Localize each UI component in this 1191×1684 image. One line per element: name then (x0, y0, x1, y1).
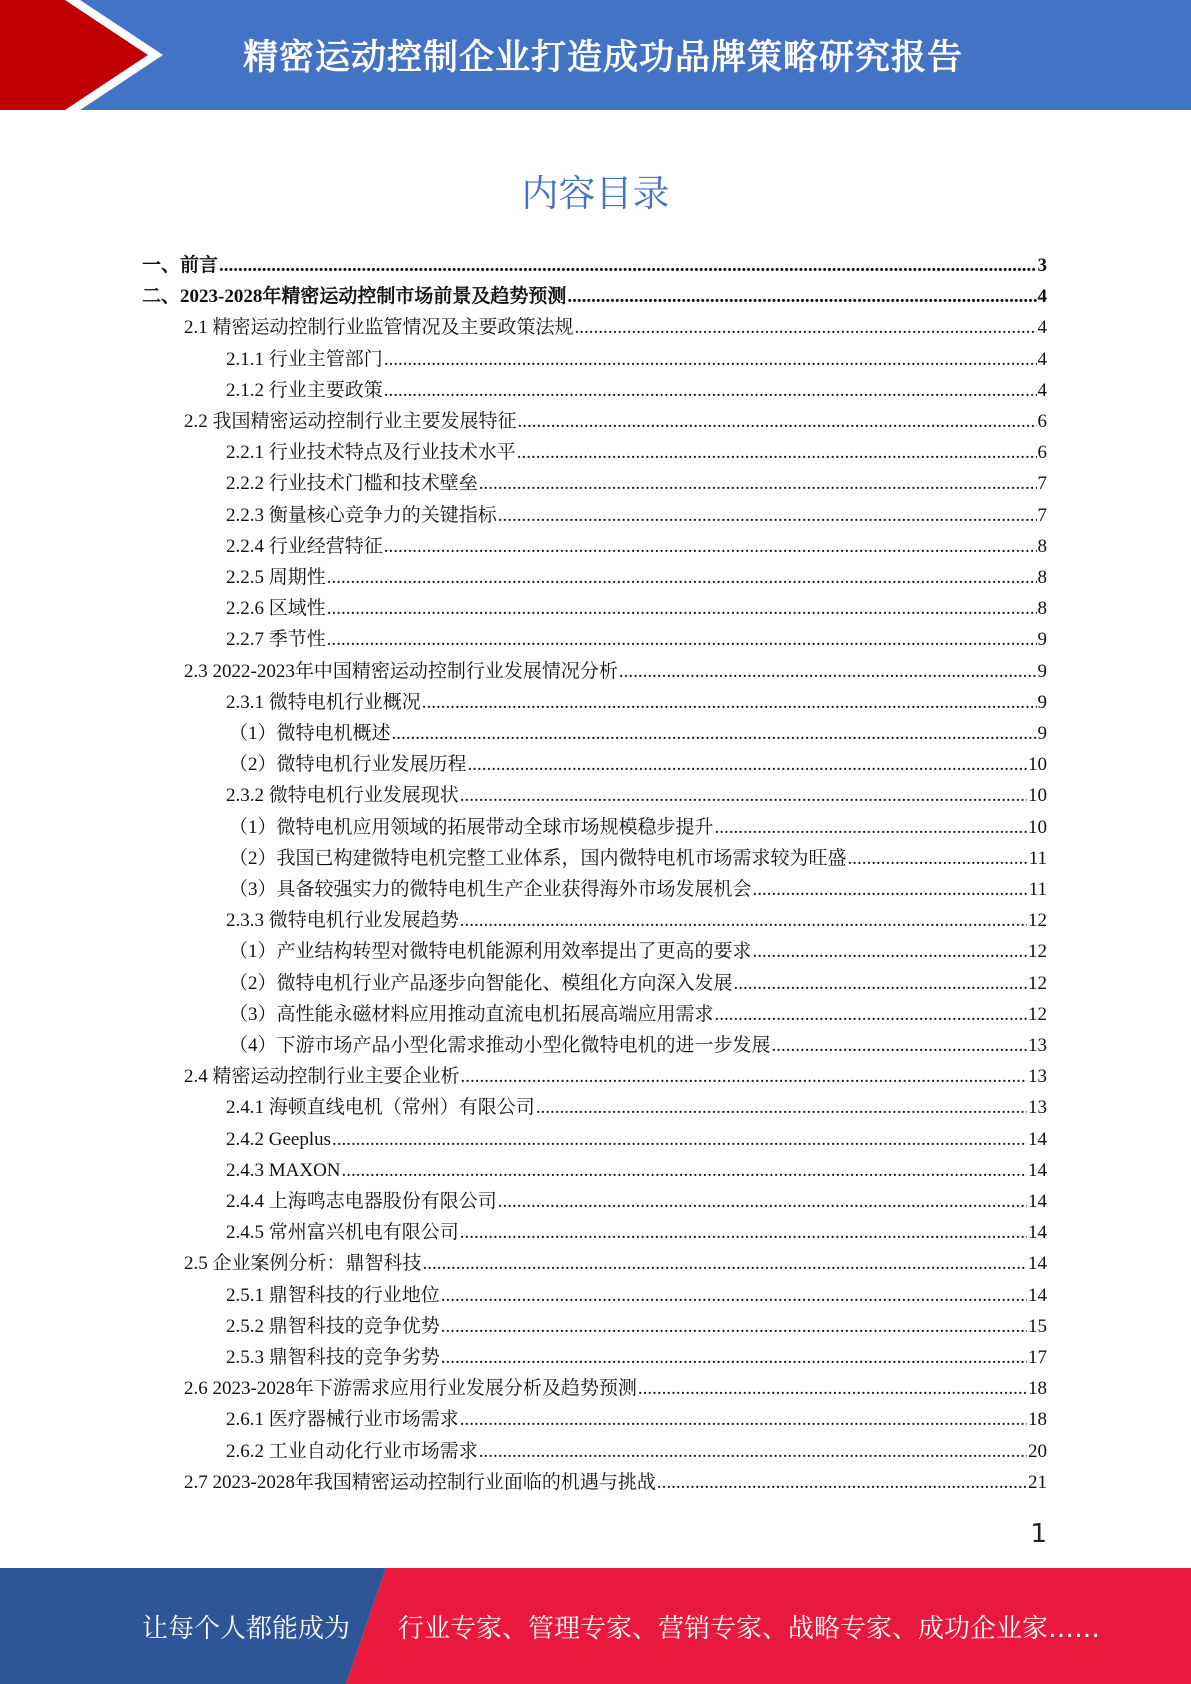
toc-entry-label: 2.2.4 行业经营特征 (226, 535, 383, 557)
toc-entry[interactable] (229, 1032, 1047, 1060)
toc-leader-dots (327, 595, 1037, 623)
toc-leader-dots (460, 1406, 1027, 1434)
toc-entry-label: 2.3 2022-2023年中国精密运动控制行业发展情况分析 (184, 660, 618, 682)
toc-entry-page: 14 (1028, 1191, 1047, 1212)
toc-leader-dots (567, 283, 1036, 311)
toc-entry-page: 9 (1037, 629, 1047, 651)
toc-entry-label: 2.5.2 鼎智科技的竞争优势 (226, 1315, 440, 1337)
toc-entry-label: （3）高性能永磁材料应用推动直流电机拓展高端应用需求 (229, 1003, 714, 1025)
toc-entry-page: 11 (1028, 847, 1047, 869)
report-title: 精密运动控制企业打造成功品牌策略研究报告 (242, 38, 963, 78)
toc-entry[interactable] (184, 314, 1047, 342)
toc-leader-dots (461, 1063, 1027, 1091)
toc-entry-page: 8 (1037, 598, 1047, 620)
toc-entry-label: （1）微特电机应用领域的拓展带动全球市场规模稳步提升 (229, 816, 714, 838)
toc-leader-dots (657, 1469, 1027, 1497)
toc-entry[interactable] (226, 346, 1047, 374)
toc-leader-dots (342, 1157, 1027, 1185)
toc-entry-page: 12 (1028, 941, 1047, 963)
toc-entry-label: （2）微特电机行业产品逐步向智能化、模组化方向深入发展 (229, 972, 733, 994)
toc-leader-dots (384, 377, 1037, 405)
toc-entry[interactable] (142, 283, 1047, 311)
toc-entry-label: 2.2.6 区域性 (226, 598, 326, 620)
toc-entry-label: 2.4.2 Geeplus (226, 1128, 332, 1150)
toc-entry[interactable] (226, 1094, 1047, 1122)
toc-entry[interactable] (184, 1250, 1047, 1278)
toc-entry[interactable] (226, 439, 1047, 467)
toc-entry-page: 9 (1037, 660, 1047, 682)
toc-leader-dots (848, 845, 1028, 873)
toc-entry-page: 7 (1037, 473, 1047, 495)
toc-entry-page: 8 (1037, 535, 1047, 557)
toc-leader-dots (441, 1344, 1027, 1372)
toc-entry-page: 13 (1028, 1097, 1047, 1119)
toc-heading: 内容目录 (521, 172, 670, 215)
toc-leader-dots (460, 1219, 1027, 1247)
toc-leader-dots (517, 439, 1037, 467)
toc-entry[interactable] (226, 1282, 1047, 1310)
toc-entry-label: 2.3.3 微特电机行业发展趋势 (226, 910, 459, 932)
toc-entry[interactable] (142, 252, 1047, 280)
toc-entry[interactable] (226, 1219, 1047, 1247)
toc-entry[interactable] (226, 564, 1047, 592)
toc-leader-dots (518, 408, 1037, 436)
toc-entry[interactable] (226, 1188, 1047, 1216)
toc-entry[interactable] (184, 1063, 1047, 1091)
toc-entry-page: 18 (1028, 1409, 1047, 1431)
toc-leader-dots (498, 1188, 1027, 1216)
toc-entry-label: （4）下游市场产品小型化需求推动小型化微特电机的进一步发展 (229, 1035, 771, 1056)
toc-entry[interactable] (226, 470, 1047, 498)
toc-entry[interactable] (226, 1438, 1047, 1466)
toc-entry-page: 4 (1037, 317, 1047, 339)
toc-entry[interactable] (226, 1313, 1047, 1341)
toc-entry-label: （1）微特电机概述 (229, 723, 391, 744)
page-number: 1 (1030, 1519, 1047, 1549)
toc-leader-dots (441, 1313, 1027, 1341)
toc-entry-page: 14 (1028, 1128, 1047, 1150)
header-banner (0, 0, 1191, 110)
toc-entry-page: 14 (1028, 1253, 1047, 1275)
toc-entry[interactable] (226, 1126, 1047, 1154)
toc-entry[interactable] (226, 533, 1047, 561)
toc-entry[interactable] (229, 1001, 1047, 1029)
toc-leader-dots (753, 938, 1027, 966)
toc-entry-page: 17 (1028, 1347, 1047, 1368)
toc-entry-page: 13 (1028, 1035, 1047, 1056)
toc-leader-dots (715, 1001, 1027, 1029)
toc-entry-label: 2.7 2023-2028年我国精密运动控制行业面临的机遇与挑战 (184, 1471, 656, 1493)
footer-banner (0, 1568, 1191, 1684)
toc-entry[interactable] (226, 1344, 1047, 1372)
toc-leader-dots (753, 876, 1028, 904)
toc-entry-label: 2.2.3 衡量核心竞争力的关键指标 (226, 504, 497, 526)
toc-leader-dots (327, 626, 1037, 654)
toc-entry-page: 14 (1028, 1284, 1047, 1306)
toc-entry-page: 10 (1028, 785, 1047, 807)
toc-entry-page: 3 (1037, 255, 1047, 276)
footer-slogan-left: 让每个人都能成为 (142, 1613, 351, 1644)
toc-entry-label: 2.6 2023-2028年下游需求应用行业发展分析及趋势预测 (184, 1378, 637, 1400)
toc-entry-label: 二、2023-2028年精密运动控制市场前景及趋势预测 (142, 286, 567, 308)
toc-entry[interactable] (229, 720, 1047, 748)
toc-entry[interactable] (229, 876, 1047, 904)
toc-entry-label: 2.4.1 海顿直线电机（常州）有限公司 (226, 1097, 535, 1119)
toc-entry-page: 4 (1037, 348, 1047, 370)
toc-entry-label: 2.2.2 行业技术门槛和技术壁垒 (226, 473, 478, 495)
toc-entry-label: 2.4.3 MAXON (226, 1159, 341, 1181)
toc-entry-label: 2.2 我国精密运动控制行业主要发展特征 (184, 411, 517, 432)
toc-entry-page: 8 (1037, 567, 1047, 588)
toc-entry[interactable] (226, 1406, 1047, 1434)
toc-entry[interactable] (229, 814, 1047, 842)
toc-entry[interactable] (184, 658, 1047, 686)
toc-leader-dots (536, 1094, 1027, 1122)
toc-entry[interactable] (226, 595, 1047, 623)
toc-entry-label: 2.5.3 鼎智科技的竞争劣势 (226, 1347, 440, 1368)
toc-entry-label: 2.6.2 工业自动化行业市场需求 (226, 1440, 478, 1462)
toc-entry-page: 12 (1028, 1003, 1047, 1025)
toc-leader-dots (327, 564, 1037, 592)
toc-entry-page: 11 (1028, 879, 1047, 900)
toc-entry-page: 15 (1028, 1315, 1047, 1337)
toc-entry-label: 2.2.5 周期性 (226, 567, 326, 588)
toc-entry-label: 2.4 精密运动控制行业主要企业析 (184, 1066, 460, 1088)
toc-leader-dots (219, 252, 1036, 280)
toc-leader-dots (392, 720, 1037, 748)
toc-entry-page: 20 (1028, 1440, 1047, 1462)
toc-entry-label: 2.1.2 行业主要政策 (226, 379, 383, 401)
toc-entry-label: 2.1.1 行业主管部门 (226, 348, 383, 370)
toc-entry-page: 7 (1037, 504, 1047, 526)
toc-entry-label: 2.1 精密运动控制行业监管情况及主要政策法规 (184, 317, 574, 339)
toc-entry-page: 12 (1028, 910, 1047, 932)
toc-entry-page: 21 (1028, 1471, 1047, 1493)
toc-entry[interactable] (226, 377, 1047, 405)
toc-entry-page: 4 (1037, 286, 1047, 308)
toc-leader-dots (422, 689, 1037, 717)
toc-leader-dots (619, 658, 1037, 686)
toc-entry-page: 6 (1037, 442, 1047, 464)
toc-leader-dots (384, 346, 1037, 374)
toc-leader-dots (468, 751, 1027, 779)
toc-entry-page: 9 (1037, 723, 1047, 744)
toc-leader-dots (384, 533, 1037, 561)
footer-slogan-right: 行业专家、管理专家、营销专家、战略专家、成功企业家…… (398, 1613, 1101, 1644)
toc-entry-page: 10 (1028, 816, 1047, 838)
toc-entry-label: 2.5 企业案例分析：鼎智科技 (184, 1253, 422, 1275)
toc-entry[interactable] (226, 782, 1047, 810)
toc-entry-label: 一、前言 (142, 255, 219, 276)
toc-entry-page: 10 (1028, 754, 1047, 776)
toc-entry-page: 12 (1028, 972, 1047, 994)
toc-entry-page: 14 (1028, 1222, 1047, 1244)
toc-entry-label: 2.6.1 医疗器械行业市场需求 (226, 1409, 459, 1431)
toc-entry-label: （2）我国已构建微特电机完整工业体系，国内微特电机市场需求较为旺盛 (229, 847, 847, 869)
toc-entry-label: 2.3.1 微特电机行业概况 (226, 691, 421, 713)
toc-entry-page: 6 (1037, 411, 1047, 432)
toc-entry[interactable] (184, 1469, 1047, 1497)
toc-entry[interactable] (229, 751, 1047, 779)
toc-entry-label: 2.2.1 行业技术特点及行业技术水平 (226, 442, 516, 464)
toc-entry-label: （3）具备较强实力的微特电机生产企业获得海外市场发展机会 (229, 879, 752, 900)
toc-leader-dots (423, 1250, 1027, 1278)
toc-entry[interactable] (229, 845, 1047, 873)
toc-entry-label: 2.4.4 上海鸣志电器股份有限公司 (226, 1191, 497, 1212)
toc-entry[interactable] (226, 626, 1047, 654)
toc-entry[interactable] (226, 1157, 1047, 1185)
toc-entry[interactable] (226, 502, 1047, 530)
toc-entry-page: 4 (1037, 379, 1047, 401)
toc-leader-dots (441, 1282, 1027, 1310)
toc-entry-label: 2.5.1 鼎智科技的行业地位 (226, 1284, 440, 1306)
toc-leader-dots (460, 782, 1027, 810)
toc-leader-dots (734, 970, 1027, 998)
toc-leader-dots (479, 1438, 1027, 1466)
toc-leader-dots (332, 1126, 1027, 1154)
toc-leader-dots (638, 1375, 1027, 1403)
toc-entry[interactable] (229, 970, 1047, 998)
toc-entry-label: 2.3.2 微特电机行业发展现状 (226, 785, 459, 807)
toc-entry-page: 13 (1028, 1066, 1047, 1088)
toc-entry-label: 2.4.5 常州富兴机电有限公司 (226, 1222, 459, 1244)
toc-entry-label: 2.2.7 季节性 (226, 629, 326, 651)
toc-entry[interactable] (229, 938, 1047, 966)
toc-leader-dots (715, 814, 1027, 842)
toc-entry-label: （1）产业结构转型对微特电机能源利用效率提出了更高的要求 (229, 941, 752, 963)
toc-entry[interactable] (226, 689, 1047, 717)
toc-entry-page: 14 (1028, 1159, 1047, 1181)
toc-leader-dots (575, 314, 1037, 342)
toc-entry-page: 18 (1028, 1378, 1047, 1400)
toc-entry[interactable] (184, 1375, 1047, 1403)
toc-leader-dots (460, 907, 1027, 935)
toc-leader-dots (498, 502, 1037, 530)
toc-entry-label: （2）微特电机行业发展历程 (229, 754, 467, 776)
toc-leader-dots (479, 470, 1037, 498)
toc-entry[interactable] (226, 907, 1047, 935)
toc-entry[interactable] (184, 408, 1047, 436)
toc-leader-dots (772, 1032, 1027, 1060)
toc-entry-page: 9 (1037, 691, 1047, 713)
